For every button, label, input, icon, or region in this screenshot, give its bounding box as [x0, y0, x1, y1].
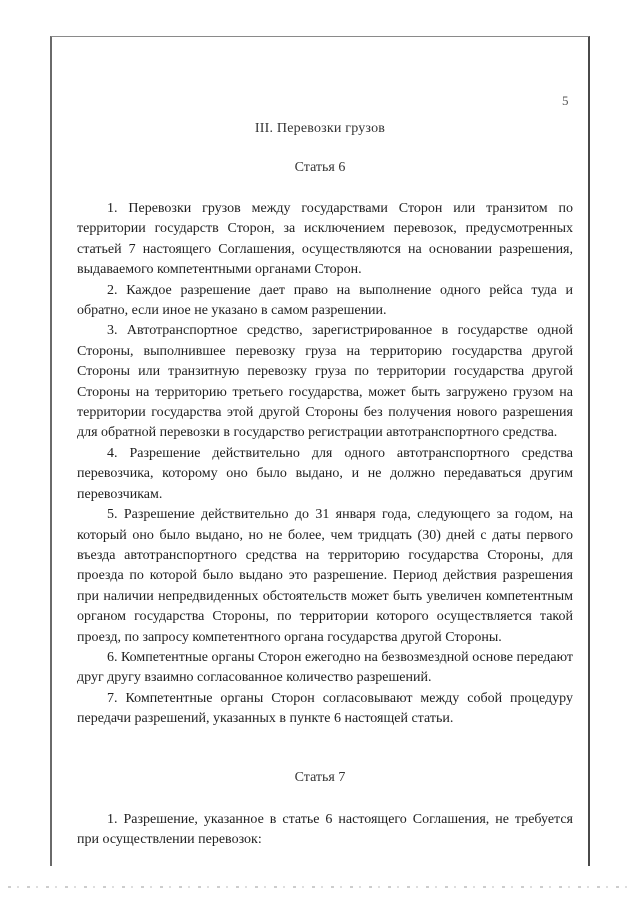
scan-edge-artifact [8, 886, 632, 888]
article-7-title: Статья 7 [294, 770, 346, 785]
article-6-paragraph-3: 3. Автотранспортное средство, зарегистрированное в государстве одной Стороны, выполнившее перевозку груза на территорию государства другой Стороны или транзитную перевозку груза по территории государства другой Стороны на территорию третьего государства, может быть загружено грузом на территории государства этой другой Стороны без получения нового разрешения для обратной перевозки в государство регистрации автотранспортного средства. [77, 323, 573, 441]
article-6-paragraph-5: 5. Разрешение действительно до 31 января года, следующего за годом, на который оно было выдано, но не более, чем тридцать (30) дней с даты первого въезда автотранспортного средства на территорию государства Стороны, для проезда по которой было выдано это разрешение. Период действия разрешения при наличии непредвиденных обстоятельств может быть увеличен компетентным органом государства Стороны, по территории которого осуществляется такой проезд, по запросу компетентного органа государства другой Стороны. [77, 507, 573, 645]
article-6-title: Статья 6 [294, 160, 346, 175]
article-7-body [77, 810, 573, 851]
article-6-paragraph-1: 1. Перевозки грузов между государствами Сторон или транзитом по территории государств Сторон, за исключением перевозок, предусмотренных статьей 7 настоящего Соглашения, осуществляются на основании разрешения, выдаваемого компетентными органами Сторон. [77, 201, 573, 278]
article-6-paragraph-7: 7. Компетентные органы Сторон согласовывают между собой процедуру передачи разрешений, указанных в пункте 6 настоящей статьи. [77, 690, 573, 727]
page-number: 5 [562, 93, 569, 108]
article-7-paragraph-1: 1. Разрешение, указанное в статье 6 настоящего Соглашения, не требуется при осуществлении перевозок: [77, 812, 573, 848]
article-6-paragraph-2: 2. Каждое разрешение дает право на выполнение одного рейса туда и обратно, если иное не указано в самом разрешении. [77, 282, 573, 319]
article-6-paragraph-6: 6. Компетентные органы Сторон ежегодно на безвозмездной основе передают друг другу взаимно согласованное количество разрешений. [77, 649, 573, 686]
article-6-body [77, 199, 573, 730]
article-6-paragraph-4: 4. Разрешение действительно для одного автотранспортного средства перевозчика, которому оно было выдано, и не должно передаваться другим перевозчикам. [77, 445, 573, 502]
section-title: III. Перевозки грузов [254, 121, 386, 136]
